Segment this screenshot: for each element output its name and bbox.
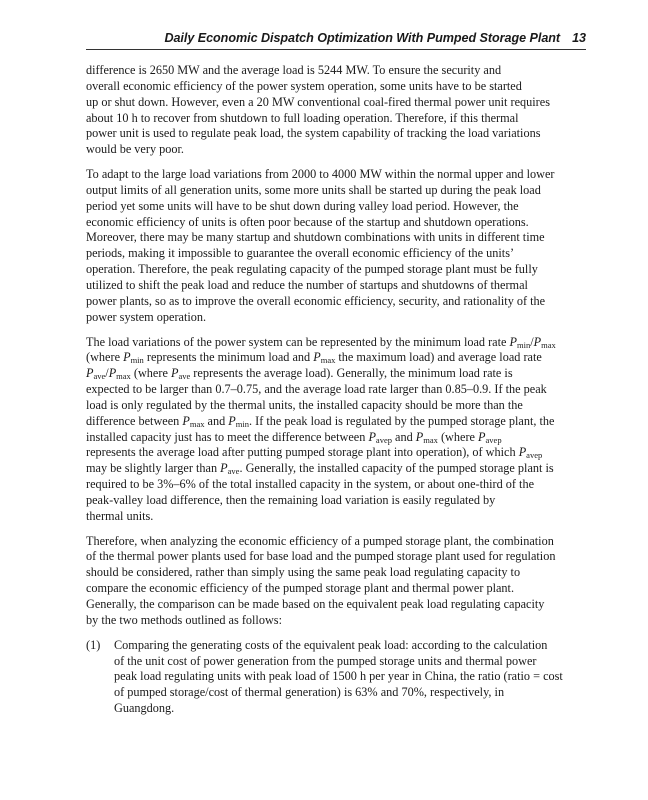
- text-line: expected to be larger than 0.7–0.75, and the average load rate larger than 0.85–0.9. If the peak: [86, 382, 547, 397]
- text-line: Moreover, there may be many startup and shutdown combinations with units in different time: [86, 230, 545, 245]
- text-line: $P_{ave}/P_{max}$ (where $P_{ave}$ represents the average load). Generally, the minimum load rate is: [86, 366, 513, 382]
- text-line: may be slightly larger than $P_{ave}$. Generally, the installed capacity of the pumped storage plant is: [86, 461, 554, 477]
- text-line: load is only regulated by the thermal units, the installed capacity should be more than the: [86, 397, 523, 412]
- text-line: The load variations of the power system can be represented by the minimum load rate $P_{min}/P_{max}$: [86, 334, 556, 350]
- text-line: peak load regulating units with peak load of 1500 h per year in China, the ratio (ratio = cost: [114, 669, 563, 684]
- text-line: should be considered, rather than simply using the same peak load regulating capacity to: [86, 565, 521, 580]
- paragraph-2: [86, 167, 586, 325]
- text-line: by the two methods outlined as follows:: [86, 612, 282, 627]
- text-line: of the thermal power plants used for base load and the pumped storage plant used for regulation: [86, 549, 556, 564]
- paragraph-4: [86, 534, 586, 629]
- text-line: about 10 h to recover from shutdown to full loading operation. Therefore, if this thermal: [86, 110, 519, 125]
- text-line: of the unit cost of power generation from the pumped storage units and thermal power: [114, 653, 537, 668]
- text-line: represents the average load after putting pumped storage plant into operation), of which $P_{avep}$: [86, 445, 543, 461]
- paragraph-1: [86, 63, 586, 158]
- paragraph-3: [86, 335, 586, 525]
- text-line: compare the economic efficiency of the pumped storage plant and thermal power plant.: [86, 581, 515, 596]
- text-line: installed capacity just has to meet the difference between $P_{avep}$ and $P_{max}$ (where $P_{avep}$: [86, 429, 502, 445]
- text-line: Generally, the comparison can be made based on the equivalent peak load regulating capacity: [86, 597, 545, 611]
- text-line: required to be 3%–6% of the total installed capacity in the system, or about one-third of the: [86, 477, 535, 492]
- text-line: To adapt to the large load variations from 2000 to 4000 MW within the normal upper and lower: [86, 167, 555, 182]
- main-text: [86, 63, 586, 726]
- page-number: 13: [572, 31, 586, 45]
- text-line: up or shut down. However, even a 20 MW conventional coal-fired thermal power unit requires: [86, 94, 550, 109]
- text-line: overall economic efficiency of the power system operation, some units have to be started: [86, 78, 522, 93]
- text-line: power unit is used to regulate peak load, the system capability of tracking the load variations: [86, 126, 541, 141]
- text-line: Therefore, when analyzing the economic efficiency of a pumped storage plant, the combination: [86, 533, 554, 548]
- text-line: peak-valley load difference, then the remaining load variation is easily regulated by: [86, 492, 496, 507]
- text-line: difference between $P_{max}$ and $P_{min}$. If the peak load is regulated by the pumped storage plant, the: [86, 413, 555, 429]
- text-line: Guangdong.: [114, 701, 175, 716]
- text-line: thermal units.: [86, 508, 154, 523]
- text-line: (where $P_{min}$ represents the minimum load and $P_{max}$ the maximum load) and average load rate: [86, 350, 542, 366]
- text-line: economic efficiency of units is often poor because of the startup and shutdown operations.: [86, 214, 529, 229]
- text-line: operation. Therefore, the peak regulating capacity of the pumped storage plant must be fully: [86, 262, 538, 277]
- header-title: Daily Economic Dispatch Optimization With Pumped Storage Plant: [164, 31, 561, 45]
- text-line: would be very poor.: [86, 142, 184, 157]
- text-line: difference is 2650 MW and the average load is 5244 MW. To ensure the security and: [86, 63, 502, 77]
- text-line: power plants, so as to improve the overall economic efficiency, security, and rationality of the: [86, 293, 546, 308]
- running-header: [86, 31, 586, 50]
- text-line: utilized to shift the peak load and reduce the number of startups and shutdowns of thermal: [86, 277, 528, 292]
- text-line: output limits of all generation units, some more units shall be started up during the peak load: [86, 182, 541, 197]
- text-line: power system operation.: [86, 309, 207, 324]
- text-line: period yet some units will have to be shut down during valley load period. However, the: [86, 198, 519, 213]
- text-line: of pumped storage/cost of thermal generation) is 63% and 70%, respectively, in: [114, 685, 505, 700]
- list-item: [86, 638, 586, 717]
- list-marker: (1): [86, 637, 101, 652]
- text-line: periods, making it impossible to guarantee the overall economic efficiency of the units’: [86, 246, 515, 261]
- text-line: Comparing the generating costs of the equivalent peak load: according to the calculation: [114, 637, 548, 652]
